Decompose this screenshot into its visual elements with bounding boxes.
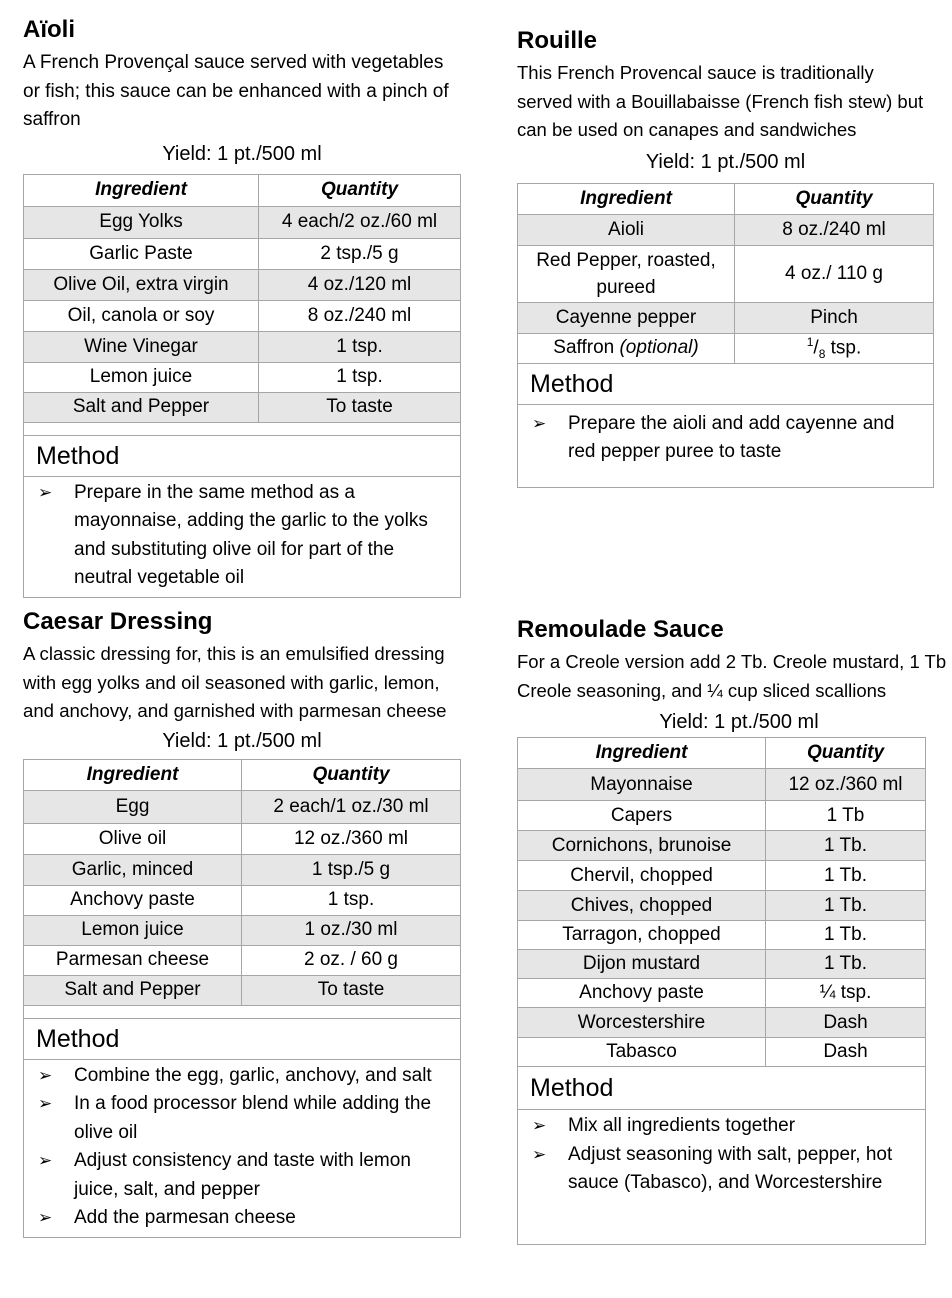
method-step-text: Combine the egg, garlic, anchovy, and salt	[74, 1064, 432, 1086]
ingredient-header: Ingredient	[24, 174, 259, 206]
table-row	[518, 950, 926, 979]
table-row	[24, 392, 461, 422]
quantity-cell: 4 oz./120 ml	[259, 269, 461, 300]
table-row	[24, 945, 461, 975]
method-section	[517, 1067, 926, 1245]
ingredient-cell: Parmesan cheese	[24, 945, 242, 975]
recipe-remoulade	[517, 615, 947, 1245]
table-row	[518, 1038, 926, 1067]
quantity-cell: 1 Tb.	[766, 921, 926, 950]
table-row	[518, 921, 926, 950]
ingredient-cell: Capers	[518, 801, 766, 831]
method-section	[517, 364, 934, 488]
ingredient-cell: Chervil, chopped	[518, 861, 766, 891]
recipe-rouille	[517, 26, 934, 488]
arrow-bullet-icon: ➢	[38, 1208, 53, 1227]
recipe-title: Aïoli	[23, 16, 75, 43]
ingredient-cell: Egg	[24, 790, 242, 823]
recipe-yield: Yield: 1 pt./500 ml	[659, 711, 819, 733]
quantity-cell: ¼ tsp.	[766, 979, 926, 1008]
table-row	[24, 269, 461, 300]
ingredient-cell: Cayenne pepper	[518, 302, 735, 333]
quantity-cell: 1 tsp.	[259, 331, 461, 362]
fraction-denominator: 8	[818, 347, 826, 362]
quantity-header: Quantity	[242, 759, 461, 790]
table-header	[518, 738, 926, 769]
ingredient-cell: Olive oil	[24, 823, 242, 854]
method-heading: Method	[24, 436, 460, 477]
method-step	[38, 1062, 454, 1091]
table-row	[518, 979, 926, 1008]
quantity-cell: 1 Tb.	[766, 831, 926, 861]
method-step	[532, 1141, 919, 1198]
quantity-cell: 1 Tb.	[766, 950, 926, 979]
recipe-title: Remoulade Sauce	[517, 616, 724, 643]
quantity-cell: To taste	[259, 392, 461, 422]
quantity-cell: 1 Tb	[766, 801, 926, 831]
quantity-cell: 12 oz./360 ml	[242, 823, 461, 854]
ingredient-cell: Mayonnaise	[518, 769, 766, 801]
table-row	[518, 769, 926, 801]
quantity-unit: tsp.	[825, 337, 862, 359]
ingredient-header: Ingredient	[518, 738, 766, 769]
ingredient-table	[23, 759, 461, 1006]
ingredient-cell: Red Pepper, roasted, pureed	[518, 245, 735, 302]
method-step	[532, 410, 927, 467]
table-row	[518, 801, 926, 831]
quantity-cell: 2 each/1 oz./30 ml	[242, 790, 461, 823]
ingredient-table	[23, 174, 461, 423]
quantity-cell: 2 oz. / 60 g	[242, 945, 461, 975]
table-row	[24, 238, 461, 269]
table-row	[24, 975, 461, 1005]
table-row	[24, 915, 461, 945]
method-heading: Method	[518, 1067, 925, 1110]
ingredient-cell: Cornichons, brunoise	[518, 831, 766, 861]
method-section	[23, 1006, 461, 1238]
method-step	[38, 479, 454, 593]
method-list	[518, 405, 933, 471]
arrow-bullet-icon: ➢	[38, 482, 53, 502]
table-row	[518, 214, 934, 245]
quantity-cell: 1 Tb.	[766, 891, 926, 921]
ingredient-cell: Aioli	[518, 214, 735, 245]
quantity-header: Quantity	[766, 738, 926, 769]
table-header	[24, 174, 461, 206]
quantity-cell: To taste	[242, 975, 461, 1005]
method-step-text: In a food processor blend while adding the olive oil	[74, 1093, 432, 1143]
recipe-description: A French Provençal sauce served with vegetables or fish; this sauce can be enhanced with a pinch of saffron	[23, 52, 449, 130]
quantity-cell: 4 each/2 oz./60 ml	[259, 206, 461, 238]
method-step-text: Prepare the aioli and add cayenne and red pepper puree to taste	[568, 412, 895, 462]
ingredient-cell: Egg Yolks	[24, 206, 259, 238]
table-row	[518, 861, 926, 891]
quantity-cell: Dash	[766, 1038, 926, 1067]
method-step-text: Mix all ingredients together	[568, 1115, 796, 1136]
ingredient-cell: Oil, canola or soy	[24, 300, 259, 331]
ingredient-table	[517, 183, 934, 364]
quantity-cell: 8 oz./240 ml	[735, 214, 934, 245]
quantity-cell: $^1/_8$ tsp.	[735, 333, 934, 363]
method-step	[38, 1147, 454, 1204]
arrow-bullet-icon: ➢	[38, 1151, 53, 1170]
quantity-cell: 1 tsp.	[242, 885, 461, 915]
ingredient-name: Saffron	[553, 337, 615, 358]
quantity-cell: 1 tsp.	[259, 362, 461, 392]
method-step-text: Prepare in the same method as a mayonnaise, adding the garlic to the yolks and substituting olive oil for part of the neutral vegetable oil	[74, 481, 428, 588]
arrow-bullet-icon: ➢	[532, 413, 547, 433]
quantity-cell: 1 oz./30 ml	[242, 915, 461, 945]
quantity-cell: 12 oz./360 ml	[766, 769, 926, 801]
arrow-bullet-icon: ➢	[38, 1065, 53, 1085]
method-section	[23, 423, 461, 598]
ingredient-header: Ingredient	[24, 759, 242, 790]
ingredient-cell: Dijon mustard	[518, 950, 766, 979]
table-row	[518, 245, 934, 302]
table-row	[24, 206, 461, 238]
quantity-cell: 1 tsp./5 g	[242, 854, 461, 885]
recipe-aioli	[23, 15, 461, 598]
quantity-header: Quantity	[259, 174, 461, 206]
method-step	[532, 1112, 919, 1141]
optional-note: (optional)	[619, 337, 699, 358]
fraction-numerator: 1	[806, 334, 814, 349]
ingredient-cell: Wine Vinegar	[24, 331, 259, 362]
ingredient-cell	[518, 333, 735, 363]
arrow-bullet-icon: ➢	[38, 1094, 53, 1113]
ingredient-cell: Tabasco	[518, 1038, 766, 1067]
method-heading: Method	[24, 1019, 460, 1060]
recipe-description: This French Provencal sauce is traditionally served with a Bouillabaisse (French fish stew) but can be used on canapes and sandwiches	[517, 62, 924, 140]
arrow-bullet-icon: ➢	[532, 1144, 547, 1164]
table-row	[518, 1008, 926, 1038]
ingredient-table	[517, 737, 926, 1067]
method-step-text: Adjust consistency and taste with lemon juice, salt, and pepper	[74, 1150, 411, 1200]
table-row	[518, 302, 934, 333]
ingredient-cell: Tarragon, chopped	[518, 921, 766, 950]
table-row	[24, 854, 461, 885]
ingredient-cell: Lemon juice	[24, 362, 259, 392]
table-row	[518, 831, 926, 861]
table-row	[24, 362, 461, 392]
recipe-description: For a Creole version add 2 Tb. Creole mustard, 1 Tb Creole seasoning, and ¼ cup sliced scallions	[517, 651, 947, 701]
method-list	[24, 477, 460, 597]
recipe-title: Caesar Dressing	[23, 608, 213, 635]
ingredient-cell: Chives, chopped	[518, 891, 766, 921]
ingredient-cell: Salt and Pepper	[24, 392, 259, 422]
table-header	[24, 759, 461, 790]
recipe-description: A classic dressing for, this is an emulsified dressing with egg yolks and oil seasoned with garlic, lemon, and anchovy, and garnished with parmesan cheese	[23, 643, 447, 721]
ingredient-cell: Garlic, minced	[24, 854, 242, 885]
table-header	[518, 183, 934, 214]
recipe-yield: Yield: 1 pt./500 ml	[162, 729, 322, 752]
arrow-bullet-icon: ➢	[532, 1116, 547, 1135]
table-row	[24, 885, 461, 915]
ingredient-cell: Anchovy paste	[518, 979, 766, 1008]
ingredient-cell: Worcestershire	[518, 1008, 766, 1038]
method-step	[38, 1204, 454, 1233]
quantity-cell: 2 tsp./5 g	[259, 238, 461, 269]
table-row	[24, 331, 461, 362]
ingredient-header: Ingredient	[518, 183, 735, 214]
recipe-yield: Yield: 1 pt./500 ml	[645, 150, 806, 173]
quantity-cell: Pinch	[735, 302, 934, 333]
quantity-cell: 1 Tb.	[766, 861, 926, 891]
method-step-text: Adjust seasoning with salt, pepper, hot sauce (Tabasco), and Worcestershire	[568, 1143, 893, 1193]
method-list	[24, 1060, 460, 1237]
quantity-header: Quantity	[735, 183, 934, 214]
quantity-cell: 4 oz./ 110 g	[735, 245, 934, 302]
quantity-cell: Dash	[766, 1008, 926, 1038]
table-row	[24, 300, 461, 331]
ingredient-cell: Anchovy paste	[24, 885, 242, 915]
ingredient-cell: Lemon juice	[24, 915, 242, 945]
recipe-title: Rouille	[517, 27, 598, 54]
method-list	[518, 1110, 925, 1202]
ingredient-cell: Garlic Paste	[24, 238, 259, 269]
table-row	[518, 333, 934, 363]
ingredient-cell: Olive Oil, extra virgin	[24, 269, 259, 300]
method-heading: Method	[518, 364, 933, 405]
method-step-text: Add the parmesan cheese	[74, 1207, 296, 1228]
recipe-yield: Yield: 1 pt./500 ml	[162, 142, 322, 165]
table-row	[518, 891, 926, 921]
quantity-cell: 8 oz./240 ml	[259, 300, 461, 331]
table-row	[24, 823, 461, 854]
ingredient-cell: Salt and Pepper	[24, 975, 242, 1005]
recipe-caesar	[23, 607, 461, 1238]
table-row	[24, 790, 461, 823]
method-step	[38, 1090, 454, 1147]
